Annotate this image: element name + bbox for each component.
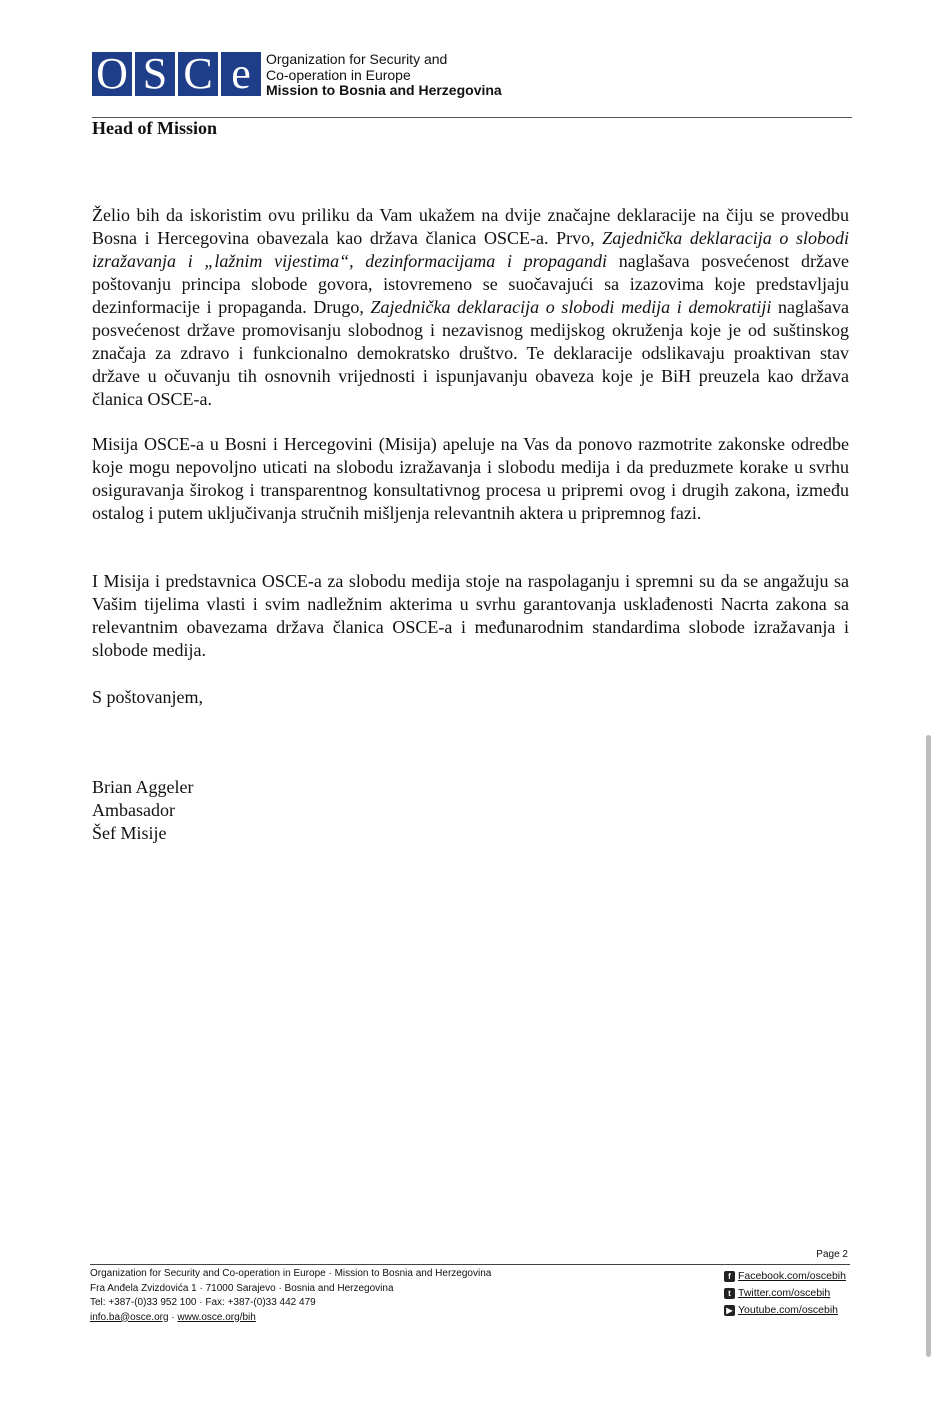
signature-title: Ambasador xyxy=(92,800,175,820)
p1-text-a: Želio bih da iskoristim ovu priliku da Vam ukažem na dvije značajne deklaracije na čiju se provedbu Bosna i Hercegovina obavezala kao država članica OSCE-a. Prvo, xyxy=(92,205,849,248)
facebook-icon: f xyxy=(724,1271,735,1282)
footer-line-2: Fra Anđela Zvizdovića 1 · 71000 Sarajevo · Bosnia and Herzegovina xyxy=(90,1282,394,1294)
twitter-icon: t xyxy=(724,1288,735,1299)
youtube-icon: ▶ xyxy=(724,1305,735,1316)
org-line-2: Co-operation in Europe xyxy=(266,66,411,83)
footer-address xyxy=(90,1267,491,1325)
footer-line-3: Tel: +387-(0)33 952 100 · Fax: +387-(0)33 442 479 xyxy=(90,1297,316,1308)
paragraph-2: Misija OSCE-a u Bosni i Hercegovini (Misija) apeluje na Vas da ponovo razmotrite zakonske odredbe koje mogu nepovoljno uticati na slobodu izražavanja i slobodu medija i da preduzmete korake u svrhu osiguravanja širokog i transparentnog konsultativnog procesa u pripremi ovog i drugih zakona, između ostalog i putem uključivanja stručnih mišljenja relevantnih aktera u pripremnog fazi. xyxy=(92,434,849,523)
facebook-label: Facebook.com/oscebih xyxy=(738,1270,846,1282)
osce-logo xyxy=(92,51,264,97)
youtube-label: Youtube.com/oscebih xyxy=(738,1304,839,1316)
logo-letter-e: e xyxy=(221,52,261,96)
signature-block xyxy=(92,776,849,845)
paragraph-1 xyxy=(92,204,849,411)
p1-declaration-1: Zajednička deklaracija o slobodi izražavanja i „lažnim vijestima“, dezinformacijama i propagandi xyxy=(92,228,850,271)
facebook-link[interactable] xyxy=(724,1268,846,1285)
page-heading: Head of Mission xyxy=(92,118,218,138)
footer-contact xyxy=(90,1311,491,1326)
social-links xyxy=(724,1268,846,1319)
logo-letter-c: C xyxy=(178,52,218,96)
page-number: Page 2 xyxy=(816,1249,848,1260)
logo-letter-s: S xyxy=(135,52,175,96)
org-line-3: Mission to Bosnia and Herzegovina xyxy=(266,82,502,98)
p1-text-c: naglašava posvećenost države poštovanju principa slobode govora, istovremeno se suočavajući sa izazovima koje predstavljaju dezinformacije i propaganda. Drugo, xyxy=(92,251,849,317)
logo-letter-o: O xyxy=(92,52,132,96)
signature-role: Šef Misije xyxy=(92,823,167,843)
scrollbar[interactable] xyxy=(926,735,931,1357)
email-link[interactable]: info.ba@osce.org xyxy=(90,1311,169,1323)
p1-declaration-2: Zajednička deklaracija o slobodi medija i demokratiji xyxy=(370,297,772,317)
paragraph-3: I Misija i predstavnica OSCE-a za slobodu medija stoje na raspolaganju i spremni su da se angažuju sa Vašim tijelima vlasti i svim nadležnim akterima u svrhu garantovanja usklađenosti Nacrta zakona sa relevantnim obavezama država članica OSCE-a i međunarodnim standardima slobode izražavanja i slobode medija. xyxy=(92,571,849,660)
footer-divider xyxy=(90,1264,850,1265)
twitter-label: Twitter.com/oscebih xyxy=(738,1287,831,1299)
footer-line-1: Organization for Security and Co-operation in Europe · Mission to Bosnia and Herzegovina xyxy=(90,1268,492,1279)
twitter-link[interactable] xyxy=(724,1285,846,1302)
p1-text-e: naglašava posvećenost države promovisanju slobodnog i nezavisnog medijskog okruženja koje je od suštinskog značaja za zdravo i funkcionalno demokratsko društvo. Te deklaracije odslikavaju proaktivan stav države u očuvanju tih osnovnih vrijednosti i ispunjavanju obaveza koje je BiH preuzela kao država članica OSCE-a. xyxy=(92,297,849,409)
org-line-1: Organization for Security and xyxy=(266,51,448,67)
organization-name xyxy=(266,52,502,99)
website-link[interactable]: www.osce.org/bih xyxy=(177,1311,256,1323)
footer-separator: · xyxy=(168,1311,178,1323)
signature-name: Brian Aggeler xyxy=(92,777,194,797)
closing: S poštovanjem, xyxy=(92,687,203,707)
youtube-link[interactable] xyxy=(724,1302,846,1319)
